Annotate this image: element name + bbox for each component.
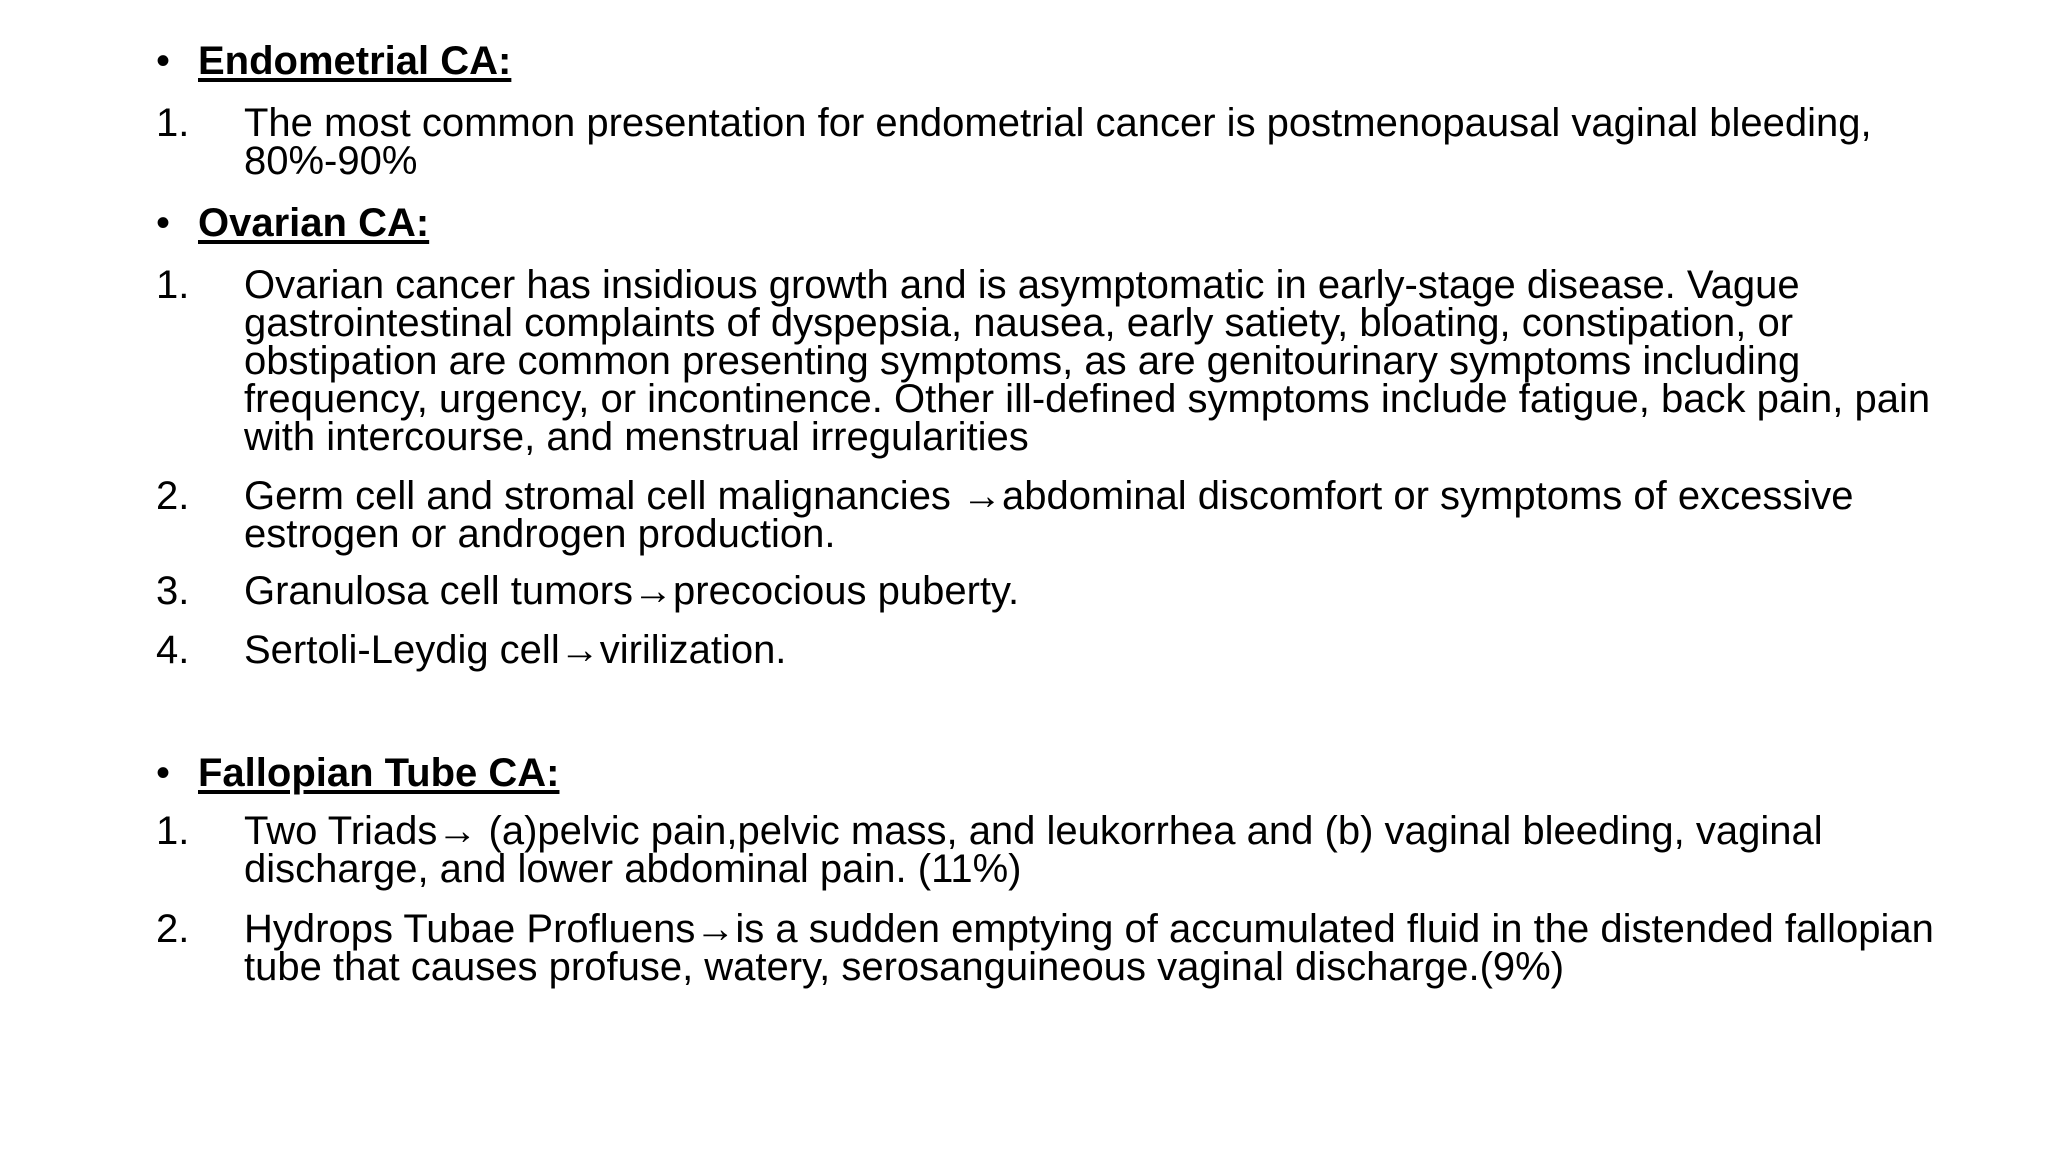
- list-item-text: Hydrops Tubae Profluens→is a sudden emptying of accumulated fluid in the distended fallopian tube that causes profuse, watery, serosanguineous vaginal discharge.(9%): [244, 907, 1934, 989]
- list-item-text: Granulosa cell tumors→precocious puberty.: [244, 569, 1020, 613]
- list-item-text: Two Triads→ (a)pelvic pain,pelvic mass, and leukorrhea and (b) vaginal bleeding, vaginal discharge, and lower abdominal pain. (11%): [244, 809, 1823, 891]
- list-item-text: The most common presentation for endometrial cancer is postmenopausal vaginal bleeding, 80%-90%: [244, 101, 1872, 183]
- list-item-number: 1.: [156, 809, 190, 853]
- list-item-text: Germ cell and stromal cell malignancies →abdominal discomfort or symptoms of excessive estrogen or androgen production.: [244, 474, 1854, 556]
- list-item: [156, 628, 1936, 672]
- list-item-number: 4.: [156, 628, 190, 672]
- list-item: [156, 101, 1936, 183]
- list-item-text: Ovarian cancer has insidious growth and is asymptomatic in early-stage disease. Vague gastrointestinal complaints of dyspepsia, nausea, early satiety, bloating, constipation, or obstipation are common presenting symptoms, as are genitourinary symptoms including frequency, urgency, or incontinence. Other ill-defined symptoms include fatigue, back pain, pain with intercourse, and menstrual irregularities: [244, 263, 1931, 459]
- list-item-number: 1.: [156, 101, 190, 145]
- list-item-number: 2.: [156, 474, 190, 518]
- list-item-number: 1.: [156, 263, 190, 307]
- section-fallopian-heading-row: [156, 750, 559, 796]
- list-item: [156, 474, 1936, 556]
- list-item: [156, 809, 1936, 891]
- section-heading-ovarian: Ovarian CA:: [198, 201, 430, 245]
- list-item: [156, 569, 1936, 613]
- list-item-number: 3.: [156, 569, 190, 613]
- section-endometrial-heading-row: [156, 38, 511, 84]
- list-item: [156, 263, 1936, 459]
- bullet-icon: •: [156, 39, 171, 83]
- bullet-icon: •: [156, 751, 171, 795]
- section-ovarian-heading-row: [156, 200, 429, 246]
- bullet-icon: •: [156, 201, 171, 245]
- list-item-number: 2.: [156, 907, 190, 951]
- section-heading-fallopian: Fallopian Tube CA:: [198, 751, 560, 795]
- list-item: [156, 907, 1936, 989]
- section-heading-endometrial: Endometrial CA:: [198, 39, 512, 83]
- list-item-text: Sertoli-Leydig cell→virilization.: [244, 628, 787, 672]
